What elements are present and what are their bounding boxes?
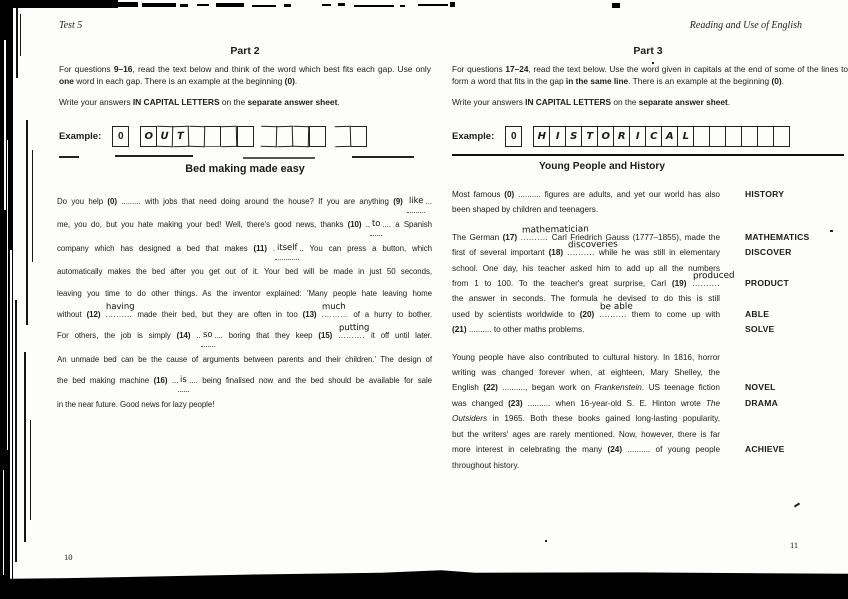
gap-dots: .......... xyxy=(692,279,720,289)
body-line xyxy=(452,350,848,365)
body-line: automatically makes the bed after you get out of it. Your bed will be made in just 50 seconds, xyxy=(57,267,432,277)
line-text: used by scientists worldwide to (20) be able .......... them to come up with xyxy=(452,307,720,322)
scan-top-edge xyxy=(0,0,118,8)
bold-text: separate answer sheet xyxy=(638,97,728,108)
answer-cell xyxy=(205,126,221,147)
bold-text: in the same line xyxy=(565,75,629,86)
part-2-instructions xyxy=(59,64,431,119)
answer-cell: I xyxy=(630,126,646,147)
line-text: first of several important (18) discoveries .......... while he was still in elementary xyxy=(452,245,720,260)
answer-cell: S xyxy=(566,126,582,147)
line-text: English (22) .........., began work on Frankenstein. US teenage fiction xyxy=(452,383,720,393)
handwritten-answer: itself xyxy=(275,238,300,261)
instruction-paragraph: Write your answers IN CAPITAL LETTERS on the separate answer sheet. xyxy=(59,97,340,108)
bold-text: (19) xyxy=(671,279,687,289)
line-text: writing was changed forever when, at eighteen, Mary Shelley, the xyxy=(452,368,720,378)
answer-cell: O xyxy=(140,126,157,147)
handwritten-answer: produced xyxy=(693,270,735,282)
gap-dots: .......... xyxy=(105,310,133,320)
answer-cell xyxy=(309,126,326,147)
rule-fragment xyxy=(115,155,193,157)
handwritten-answer: having xyxy=(106,301,136,313)
rule-fragment xyxy=(352,156,414,158)
rule-fragment xyxy=(59,156,79,158)
answer-cell xyxy=(293,126,310,147)
prompt-word: DRAMA xyxy=(745,397,778,408)
answer-cell: O xyxy=(598,126,614,147)
scan-streak xyxy=(4,40,6,210)
instruction-paragraph: Write your answers IN CAPITAL LETTERS on the separate answer sheet. xyxy=(452,97,731,108)
bold-text: separate answer sheet xyxy=(247,97,338,108)
bold-text: 17–24 xyxy=(505,64,529,74)
scan-top-dash xyxy=(180,4,188,7)
handwritten-answer: be able xyxy=(600,301,634,313)
answer-cell xyxy=(189,126,206,147)
line-text: school. One day, his teacher asked him to add up all the numbers xyxy=(452,263,720,273)
answer-cell: T xyxy=(173,126,190,147)
body-line xyxy=(452,301,848,322)
prompt-word: ABLE xyxy=(745,308,770,319)
body-line: in the near future. Good news for lazy people! xyxy=(57,399,215,409)
gap-with-answer xyxy=(567,239,619,260)
bold-text: (20) xyxy=(579,309,595,319)
bold-text: IN CAPITAL LETTERS xyxy=(525,97,612,108)
italic-text: Frankenstein xyxy=(594,383,642,393)
body-line: me, you do, but you hate making your bed! Well, there's good news, thanks (10) .. to .... a Spanish xyxy=(57,214,432,237)
answer-cell xyxy=(726,126,742,147)
line-text: was changed (23) .......... when 16-year-old S. E. Hinton wrote The xyxy=(452,398,721,408)
bold-text: (17) xyxy=(502,232,518,242)
part-2-example-row xyxy=(59,126,367,147)
part-3-body-text xyxy=(452,187,848,473)
gap-with-answer xyxy=(692,270,735,291)
body-line xyxy=(452,380,848,395)
section-divider-rule xyxy=(452,154,844,156)
prompt-word: PRODUCT xyxy=(745,278,789,289)
scan-line-mark xyxy=(20,14,21,56)
scan-line-mark xyxy=(30,420,31,520)
page-number-left: 10 xyxy=(64,552,73,562)
answer-boxes xyxy=(533,126,790,147)
gap-dots: .......... xyxy=(520,232,549,242)
page-number-right: 11 xyxy=(790,540,799,550)
body-line xyxy=(452,411,848,426)
answer-cell: C xyxy=(646,126,662,147)
scan-top-dash xyxy=(142,3,176,7)
scan-top-dash xyxy=(354,5,394,7)
body-line xyxy=(452,396,848,411)
bold-text: IN CAPITAL LETTERS xyxy=(132,97,220,108)
bold-text: (0) xyxy=(284,75,295,86)
line-text: throughout history. xyxy=(452,460,520,470)
line-text: the answer in seconds. The formula he devised to do this is still xyxy=(452,294,720,304)
body-line: without (12) having .......... made their bed, but they are often in too (13) much .......... of a hurry to bother. xyxy=(57,304,432,325)
answer-cell: L xyxy=(678,126,694,147)
scan-top-dash xyxy=(400,5,405,7)
answer-cell xyxy=(710,126,726,147)
answer-cell: U xyxy=(157,126,174,147)
bold-text: (18) xyxy=(548,248,564,258)
bold-text: one xyxy=(59,75,74,86)
handwritten-answer: to xyxy=(370,214,383,237)
instruction-paragraph: For questions 9–16, read the text below and think of the word which best fits each gap. Use only one word in each gap. There is an example at the beginning (0). xyxy=(59,64,431,86)
body-line: An unmade bed can be the cause of arguments between parents and their children.' The design of xyxy=(57,354,432,364)
bold-text: (0) xyxy=(504,190,515,199)
body-line xyxy=(452,261,848,276)
bold-text: (24) xyxy=(607,445,623,455)
body-line xyxy=(452,427,848,442)
handwritten-answer: so xyxy=(201,325,215,348)
scan-top-dash xyxy=(197,4,209,6)
speckle xyxy=(545,540,547,542)
line-text: from 1 to 100. To the teacher's great surprise, Carl (19) produced .......... xyxy=(452,276,720,291)
prompt-word: SOLVE xyxy=(745,324,775,335)
pen-mark xyxy=(794,503,800,508)
handwritten-answer: much xyxy=(322,301,347,313)
instruction-paragraph: For questions 17–24, read the text below. Use the word given in capitals at the end of some of the lines to form a word that fits in the gap in the same line. There is an example at the beginning (0). xyxy=(452,64,848,86)
scan-top-dash xyxy=(252,5,276,7)
body-line xyxy=(452,322,848,337)
scan-line-mark xyxy=(16,8,18,78)
gap-dots: .......... xyxy=(321,310,349,320)
answer-cell xyxy=(277,126,294,147)
scan-line-mark xyxy=(15,300,17,562)
answer-cell: H xyxy=(533,126,550,147)
scan-bottom-edge xyxy=(0,563,848,599)
answer-cell xyxy=(261,126,278,147)
bold-text: (10) xyxy=(347,220,362,230)
answer-cell: R xyxy=(614,126,630,147)
body-line xyxy=(452,442,848,457)
bold-text: (14) xyxy=(176,331,191,341)
scan-streak xyxy=(7,140,8,450)
body-line xyxy=(452,239,848,260)
part-3-heading: Part 3 xyxy=(633,45,663,57)
handwritten-answer: discoveries xyxy=(568,239,619,251)
body-line xyxy=(452,187,848,202)
line-text: more interest in celebrating the many (24) .......... of young people xyxy=(452,445,720,455)
answer-cell: I xyxy=(550,126,566,147)
answer-cell: T xyxy=(582,126,598,147)
handwritten-answer: is xyxy=(178,370,189,393)
part-3-example-row xyxy=(452,126,790,147)
example-number-box: 0 xyxy=(112,126,129,147)
prompt-word: HISTORY xyxy=(745,189,785,199)
scan-top-dash xyxy=(612,3,620,8)
scan-top-dash xyxy=(450,2,455,7)
italic-text: Outsiders xyxy=(452,414,488,424)
scan-line-mark xyxy=(32,150,33,262)
body-line: the bed making machine (16) ... is .... being finalised now and the bed should be available for sale xyxy=(57,370,432,393)
body-line: Do you help (0) ......... with jobs that need doing around the house? If you are anything (9) like ... xyxy=(57,191,432,214)
bold-text: (11) xyxy=(253,243,267,253)
gap-with-answer xyxy=(338,323,370,346)
answer-cell xyxy=(335,126,352,147)
prompt-word: ACHIEVE xyxy=(745,444,785,455)
bold-text: (21) xyxy=(452,325,467,335)
scan-top-dash xyxy=(284,4,291,7)
example-label: Example: xyxy=(59,131,102,142)
gap-with-answer xyxy=(105,301,136,325)
answer-boxes xyxy=(140,126,367,147)
scan-top-dash xyxy=(418,4,448,6)
example-number-box: 0 xyxy=(505,126,522,147)
bold-text: (0) xyxy=(771,75,782,86)
running-header-right: Reading and Use of English xyxy=(689,20,802,31)
scan-streak xyxy=(10,250,12,580)
body-line xyxy=(452,202,848,217)
bold-text: (12) xyxy=(86,310,101,320)
scan-top-dash xyxy=(322,4,331,6)
part-2-body-text xyxy=(57,191,432,415)
running-header-left: Test 5 xyxy=(59,20,83,31)
bold-text: (0) xyxy=(107,197,117,206)
bold-text: (9) xyxy=(393,197,403,206)
italic-text: The xyxy=(705,398,721,408)
prompt-word: DISCOVER xyxy=(745,247,792,258)
line-text: (21) .......... to other maths problems. xyxy=(452,325,585,335)
part-3-text-title: Young People and History xyxy=(538,161,666,172)
body-line xyxy=(452,224,848,245)
line-text: Most famous (0) .......... figures are adults, and yet our world has also xyxy=(452,190,720,199)
scan-streak xyxy=(3,470,4,575)
line-text: been shaped by children and teenagers. xyxy=(452,205,599,215)
bold-text: (22) xyxy=(483,383,498,393)
answer-cell xyxy=(758,126,774,147)
answer-cell: A xyxy=(662,126,678,147)
body-line xyxy=(452,458,848,473)
answer-cell xyxy=(694,126,710,147)
bold-text: 9–16 xyxy=(113,64,133,74)
body-line: For others, the job is simply (14) .. so .... boring that they keep (15) putting .......... it off until later. xyxy=(57,325,432,348)
handwritten-answer: mathematician xyxy=(521,224,589,236)
answer-cell xyxy=(351,126,367,147)
gap-dots: .......... xyxy=(599,309,627,319)
body-line: company which has designed a bed that makes (11) . itself .. You can press a button, which xyxy=(57,238,432,261)
answer-cell xyxy=(774,126,790,147)
scan-line-mark xyxy=(24,352,26,542)
gap-dots: .......... xyxy=(338,331,366,341)
answer-cell xyxy=(221,126,238,147)
line-text: Outsiders in 1965. Both these books gained long-lasting popularity, xyxy=(452,414,720,424)
gap-with-answer xyxy=(599,301,634,322)
body-line xyxy=(452,270,848,291)
bold-text: (16) xyxy=(153,376,168,386)
scan-top-dash xyxy=(118,2,138,7)
line-text: Young people have also contributed to cultural history. In 1816, horror xyxy=(452,352,720,362)
prompt-word: MATHEMATICS xyxy=(745,231,810,242)
scan-line-mark xyxy=(26,120,28,325)
answer-cell xyxy=(742,126,758,147)
example-label: Example: xyxy=(452,131,495,142)
part-2-heading: Part 2 xyxy=(230,45,260,57)
answer-cell xyxy=(237,126,254,147)
part-3-instructions xyxy=(452,64,848,119)
line-text: but the writers' ages are rarely mentioned. Now, however, there is far xyxy=(452,429,720,439)
gap-with-answer xyxy=(520,224,589,245)
bold-text: (23) xyxy=(508,398,523,408)
gap-dots: .......... xyxy=(567,248,595,258)
line-text: The German (17) mathematician .......... Carl Friedrich Gauss (1777–1855), made the xyxy=(452,230,720,245)
rule-fragment xyxy=(243,157,315,159)
body-line xyxy=(452,365,848,380)
bold-text: (13) xyxy=(302,310,317,320)
body-line: leaving you time to do other things. As the inventor explained: 'Many people hate leaving home xyxy=(57,288,432,298)
scan-top-dash xyxy=(216,3,244,7)
handwritten-answer: like xyxy=(407,191,426,214)
part-2-text-title: Bed making made easy xyxy=(185,163,305,175)
handwritten-answer: putting xyxy=(339,323,370,334)
scan-top-dash xyxy=(338,3,345,6)
body-line xyxy=(452,291,848,306)
prompt-word: NOVEL xyxy=(745,382,776,393)
bold-text: (15) xyxy=(318,331,333,341)
